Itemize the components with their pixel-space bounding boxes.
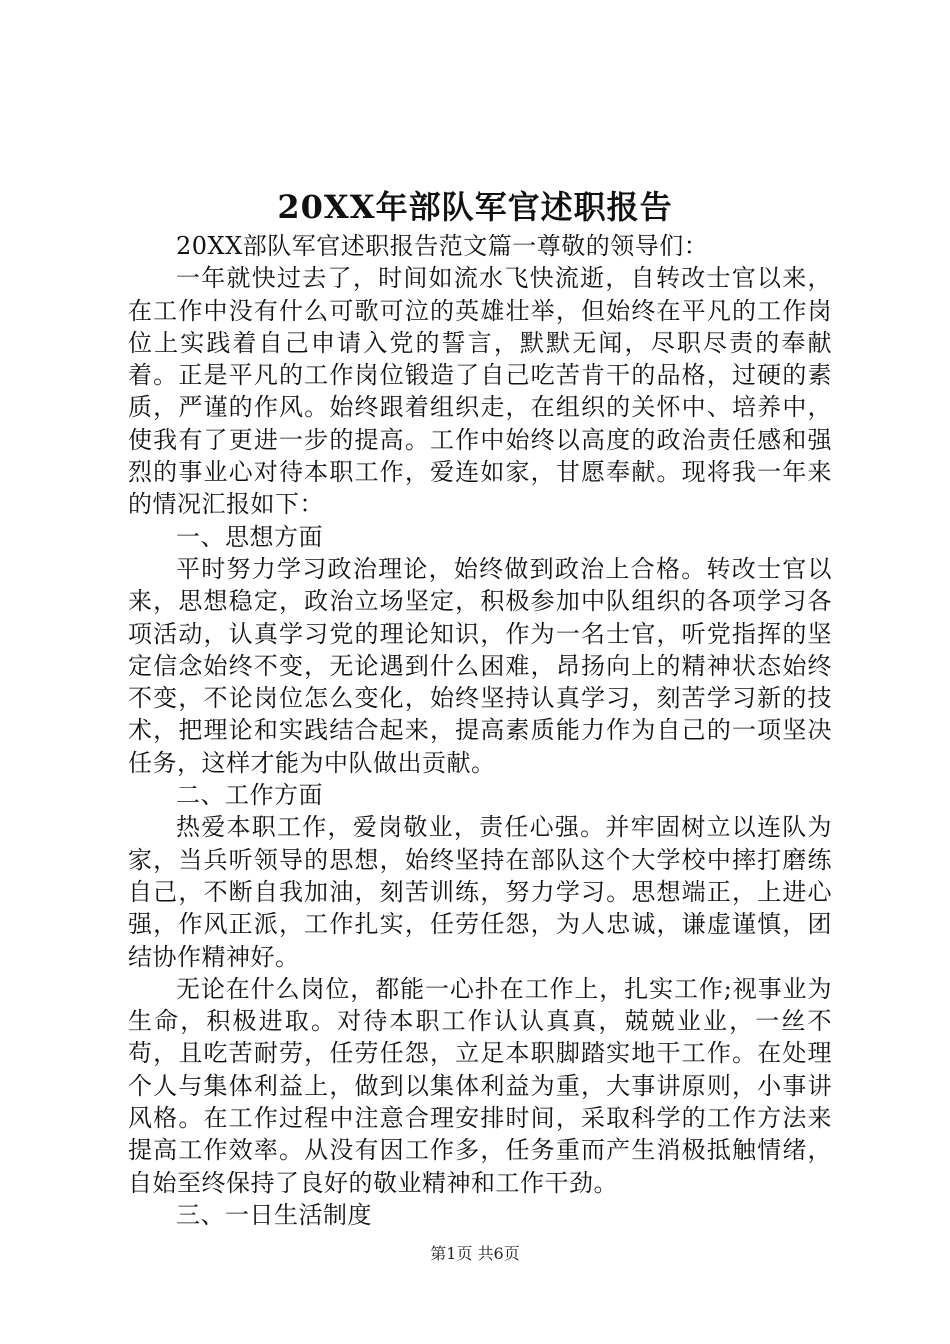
document-title: 20XX年部队军官述职报告 <box>277 188 673 226</box>
paragraph-greeting: 20XX部队军官述职报告范文篇一尊敬的领导们： <box>176 232 709 260</box>
page-number-footer: 第1页 共6页 <box>430 1244 520 1263</box>
section-heading-daily-life: 三、一日生活制度 <box>176 1200 372 1229</box>
paragraph-intro: 一年就快过去了，时间如流水飞快流逝，自转改士官以来，在工作中没有什么可歌可泣的英雄壮举，但始终在平凡的工作岗位上实践着自己申请入党的誓言，默默无闻，尽职尽责的奉献着。正是平凡的工作岗位锻造了自己吃苦肯干的品格，过硬的素质，严谨的作风。始终跟着组织走，在组织的关怀中、培养中，使我有了更进一步的提高。工作中始终以高度的政治责任感和强烈的事业心对待本职工作，爱连如家，甘愿奉献。现将我一年来的情况汇报如下： <box>128 264 832 519</box>
paragraph-work-2: 无论在什么岗位，都能一心扑在工作上，扎实工作;视事业为生命，积极进取。对待本职工作认认真真，兢兢业业，一丝不苟，且吃苦耐劳，任劳任怨，立足本职脚踏实地干工作。在处理个人与集体利益上，做到以集体利益为重，大事讲原则，小事讲风格。在工作过程中注意合理安排时间，采取科学的工作方法来提高工作效率。从没有因工作多，任务重而产生消极抵触情绪，自始至终保持了良好的敬业精神和工作干劲。 <box>128 974 832 1197</box>
document-body <box>128 230 832 1231</box>
paragraph-work-1: 热爱本职工作，爱岗敬业，责任心强。并牢固树立以连队为家，当兵听领导的思想，始终坚持在部队这个大学校中摔打磨练自己，不断自我加油，刻苦训练，努力学习。思想端正，上进心强，作风正派，工作扎实，任劳任怨，为人忠诚，谦虚谨慎，团结协作精神好。 <box>128 813 832 971</box>
section-heading-work: 二、工作方面 <box>176 781 323 810</box>
section-heading-thought: 一、思想方面 <box>176 522 323 551</box>
paragraph-thought: 平时努力学习政治理论，始终做到政治上合格。转改士官以来，思想稳定，政治立场坚定，积极参加中队组织的各项学习各项活动，认真学习党的理论知识，作为一名士官，听党指挥的坚定信念始终不变，无论遇到什么困难，昂扬向上的精神状态始终不变，不论岗位怎么变化，始终坚持认真学习，刻苦学习新的技术，把理论和实践结合起来，提高素质能力作为自己的一项坚决任务，这样才能为中队做出贡献。 <box>128 554 832 777</box>
